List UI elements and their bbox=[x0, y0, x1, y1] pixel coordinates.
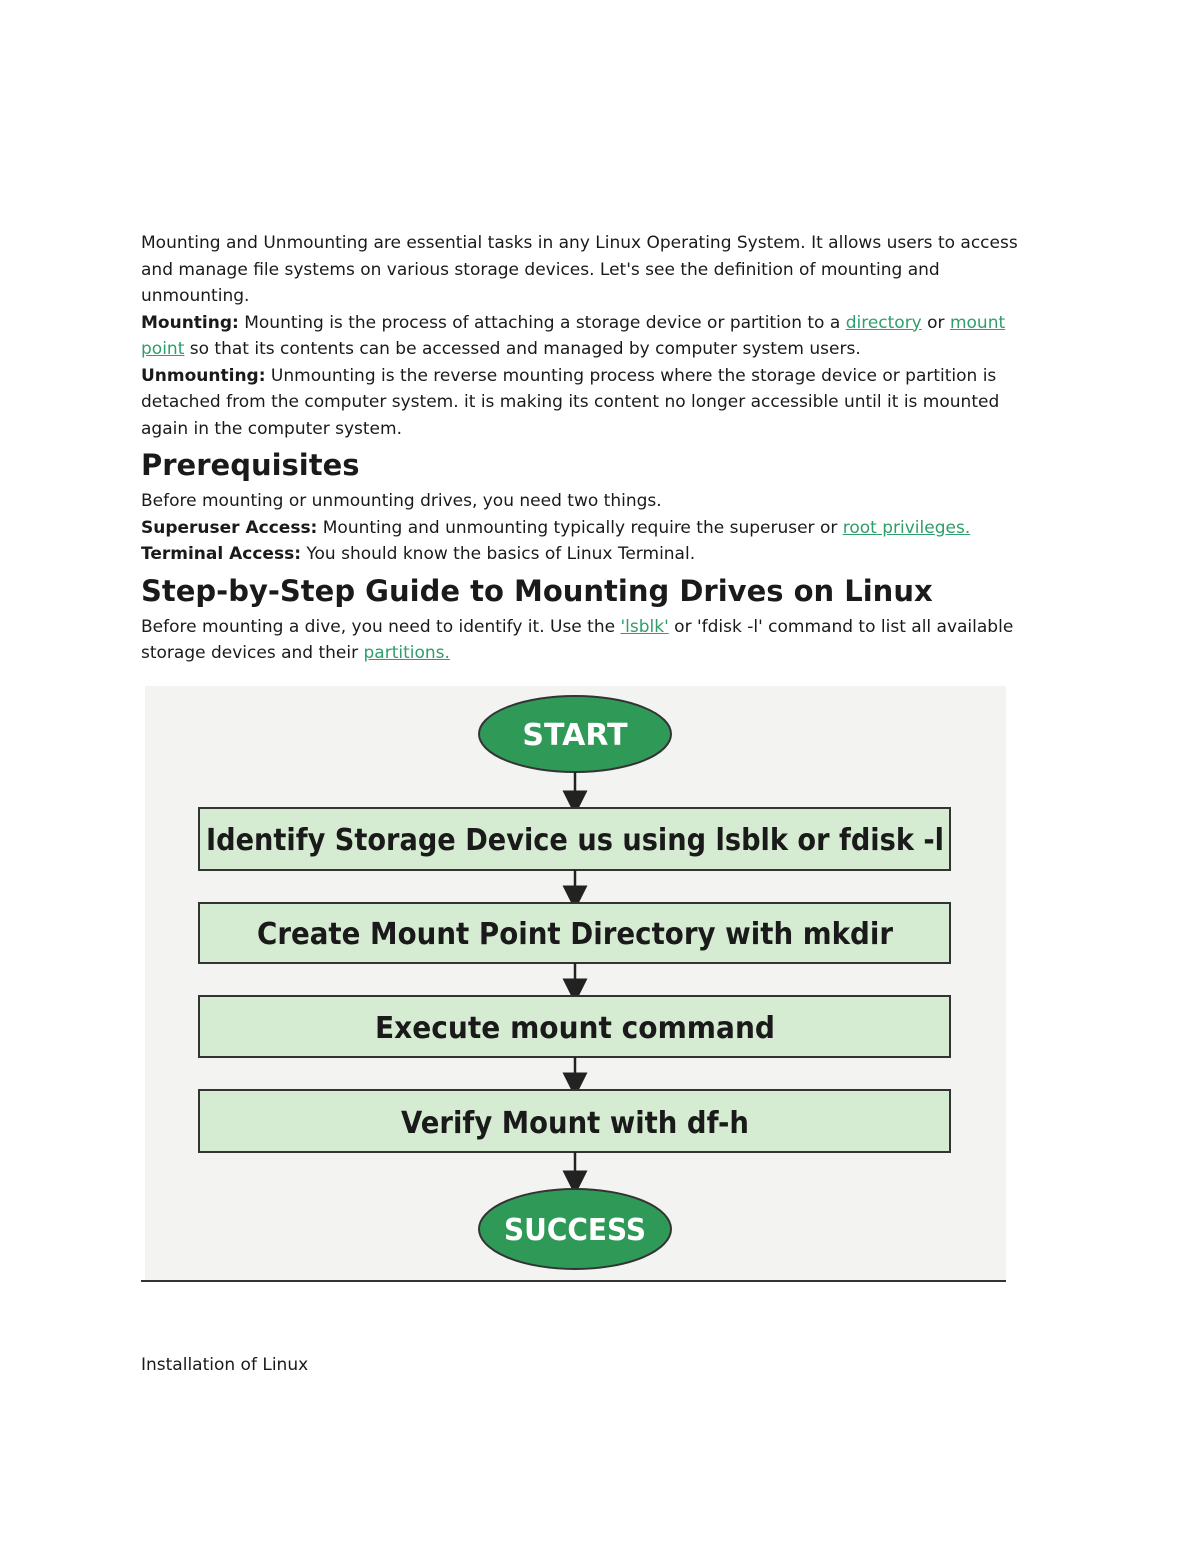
guide-text-mid: or 'fdisk -l' command to list all available storage devices and their bbox=[141, 616, 1014, 663]
step-label-3: Execute mount command bbox=[375, 1011, 775, 1046]
flowchart bbox=[145, 686, 1006, 1280]
mounting-term: Mounting: bbox=[141, 312, 239, 333]
superuser-term: Superuser Access: bbox=[141, 517, 318, 538]
mount-point-link[interactable]: mount point bbox=[141, 312, 1006, 359]
footer-text: Installation of Linux bbox=[141, 1355, 309, 1375]
guide-heading: Step-by-Step Guide to Mounting Drives on Linux bbox=[141, 573, 933, 608]
mounting-text: Mounting is the process of attaching a storage device or partition to a bbox=[238, 312, 846, 333]
intro-paragraph: Mounting and Unmounting are essential tasks in any Linux Operating System. It allows users to access and manage file systems on various storage devices. Let's see the definition of mounting and unmounting. bbox=[141, 233, 1018, 306]
prerequisites-intro: Before mounting or unmounting drives, you need two things. bbox=[141, 491, 662, 511]
unmounting-term: Unmounting: bbox=[141, 365, 266, 386]
success-label: SUCCESS bbox=[504, 1213, 646, 1248]
document-body bbox=[141, 230, 1041, 667]
root-privileges-link[interactable]: root privileges. bbox=[842, 517, 971, 538]
terminal-text: You should know the basics of Linux Terminal. bbox=[301, 544, 696, 564]
partitions-link[interactable]: partitions. bbox=[363, 643, 450, 663]
step-label-4: Verify Mount with df-h bbox=[401, 1106, 749, 1141]
terminal-item bbox=[141, 541, 1041, 568]
superuser-text: Mounting and unmounting typically require the superuser or bbox=[317, 517, 843, 538]
mounting-text-end: so that its contents can be accessed and managed by computer system users. bbox=[184, 339, 861, 359]
guide-paragraph bbox=[141, 614, 1041, 667]
lsblk-link[interactable]: 'lsblk' bbox=[620, 616, 669, 637]
terminal-term: Terminal Access: bbox=[141, 544, 301, 564]
flowchart-diagram bbox=[145, 686, 1006, 1280]
superuser-item bbox=[141, 515, 1041, 542]
directory-link[interactable]: directory bbox=[845, 312, 922, 333]
horizontal-rule bbox=[141, 1280, 1006, 1282]
prerequisites-heading: Prerequisites bbox=[141, 448, 360, 482]
guide-text: Before mounting a dive, you need to identify it. Use the bbox=[141, 616, 621, 637]
start-label: START bbox=[522, 718, 628, 753]
step-label-2: Create Mount Point Directory with mkdir bbox=[257, 917, 894, 952]
unmounting-text: Unmounting is the reverse mounting process where the storage device or partition is detached from the computer system. it is making its content no longer accessible until it is mounted again in the computer system. bbox=[141, 365, 1000, 439]
unmounting-definition bbox=[141, 363, 1041, 443]
or-text: or bbox=[921, 312, 950, 333]
step-label-1: Identify Storage Device us using lsblk or fdisk -l bbox=[206, 823, 944, 858]
mounting-definition bbox=[141, 310, 1041, 363]
